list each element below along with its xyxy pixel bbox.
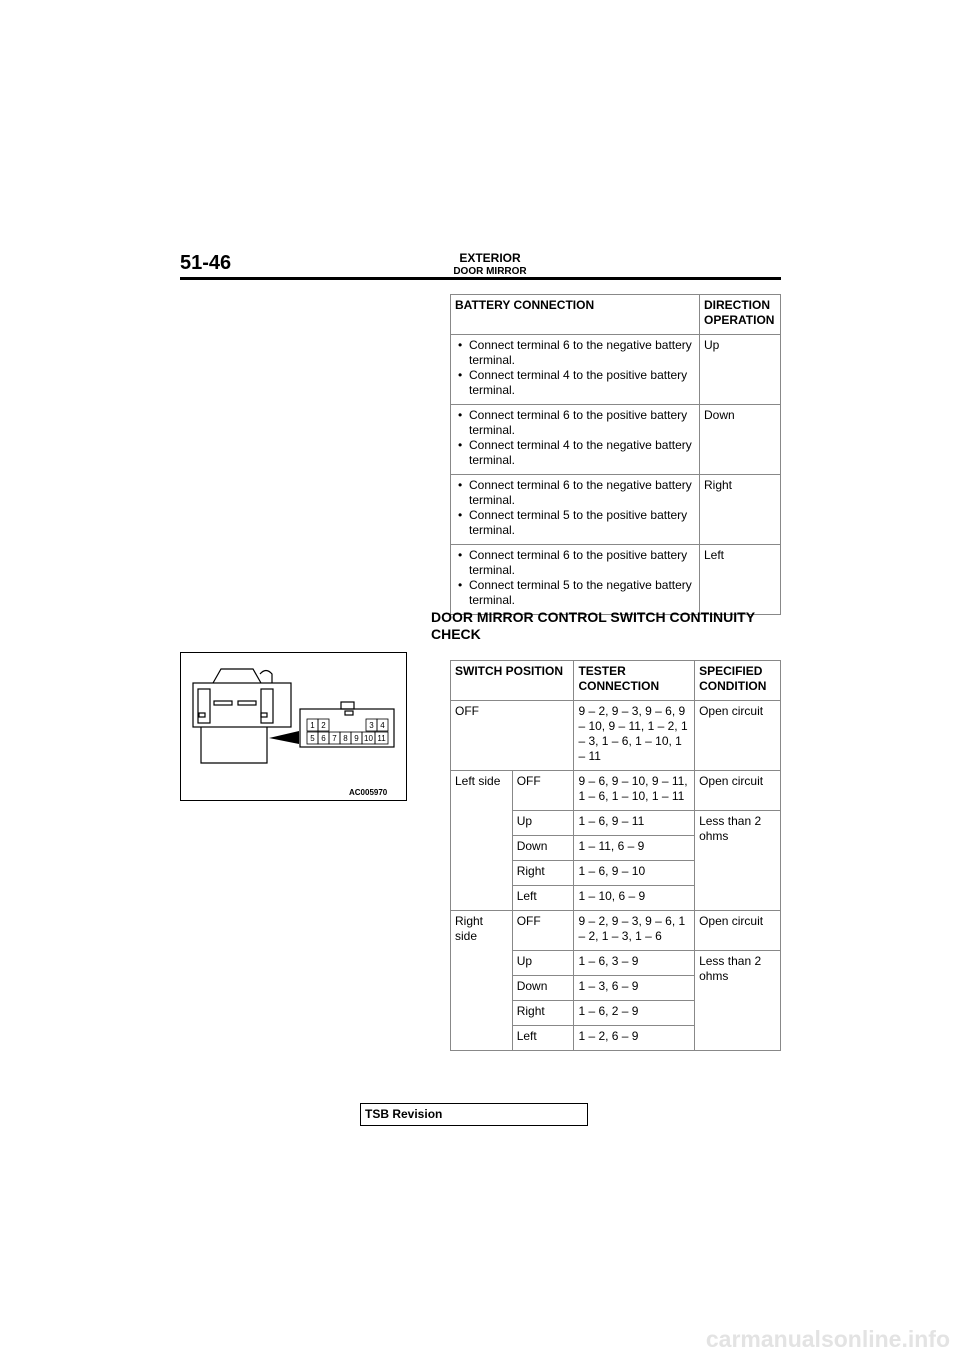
pin-label: 7 [332,734,337,743]
continuity-check-heading: DOOR MIRROR CONTROL SWITCH CONTINUITY CHECK [431,609,755,642]
direction-cell: Left [700,545,781,615]
pin-label: 9 [354,734,359,743]
table-header-row [451,661,781,701]
switch-position-header: SWITCH POSITION [451,661,574,701]
condition-cell: Open circuit [695,701,781,771]
pin-label: 8 [343,734,348,743]
pin-label: 3 [369,721,374,730]
section-title: EXTERIOR [459,251,521,265]
header-rule [180,277,781,280]
direction-operation-header: DIRECTION OPERATION [700,295,781,335]
condition-cell: Open circuit [695,911,781,951]
page-number: 51-46 [180,252,232,274]
direction-cell: Right [700,475,781,545]
condition-cell: Open circuit [695,771,781,811]
table-row [451,701,781,771]
switch-connector-illustration [181,653,406,800]
position-cell: Up [512,811,574,836]
connection-cell: 1 – 6, 9 – 10 [574,861,695,886]
list-item: • Connect terminal 6 to the positive battery terminal. [469,548,695,578]
connection-cell: 1 – 6, 3 – 9 [574,951,695,976]
table-row [451,911,781,951]
connection-cell: 1 – 6, 9 – 11 [574,811,695,836]
connection-cell: 1 – 2, 6 – 9 [574,1026,695,1051]
subsection-title: DOOR MIRROR [453,266,527,277]
condition-cell: Less than 2 ohms [695,951,781,1051]
pin-label: 4 [380,721,385,730]
position-cell: Left [512,886,574,911]
battery-connection-table [450,294,781,615]
table-row [451,771,781,811]
table-header-row [451,295,781,335]
connection-cell: 1 – 3, 6 – 9 [574,976,695,1001]
table-row [451,335,781,405]
pin-label: 10 [364,734,373,743]
condition-cell: Less than 2 ohms [695,811,781,911]
tsb-revision-label: TSB Revision [365,1107,443,1121]
position-cell: Up [512,951,574,976]
figure-caption: AC005970 [349,788,388,797]
side-cell: Left side [451,771,513,911]
direction-cell: Up [700,335,781,405]
pin-label: 1 [310,721,315,730]
position-cell: OFF [512,771,574,811]
direction-cell: Down [700,405,781,475]
position-cell: Down [512,836,574,861]
connection-cell: 9 – 2, 9 – 3, 9 – 6, 9 – 10, 9 – 11, 1 – 2, 1 – 3, 1 – 6, 1 – 10, 1 – 11 [574,701,695,771]
pin-label: 11 [377,734,386,743]
connection-cell: 1 – 11, 6 – 9 [574,836,695,861]
pin-label: 6 [321,734,326,743]
side-cell: Right side [451,911,513,1051]
list-item: • Connect terminal 4 to the positive battery terminal. [469,368,695,398]
pin-label: 2 [321,721,326,730]
connection-cell: 9 – 6, 9 – 10, 9 – 11, 1 – 6, 1 – 10, 1 – 11 [574,771,695,811]
battery-connection-header: BATTERY CONNECTION [451,295,700,335]
continuity-table [450,660,781,1051]
switch-connector-figure [180,652,407,801]
connection-cell: 1 – 10, 6 – 9 [574,886,695,911]
position-cell: OFF [451,701,574,771]
position-cell: Down [512,976,574,1001]
list-item: • Connect terminal 6 to the negative battery terminal. [469,478,695,508]
list-item: • Connect terminal 5 to the positive battery terminal. [469,508,695,538]
position-cell: OFF [512,911,574,951]
connection-cell: 1 – 6, 2 – 9 [574,1001,695,1026]
table-row [451,475,781,545]
watermark: carmanualsonline.info [705,1326,950,1352]
table-row [451,405,781,475]
position-cell: Right [512,1001,574,1026]
list-item: • Connect terminal 6 to the positive battery terminal. [469,408,695,438]
tsb-revision-box [360,1103,588,1126]
list-item: • Connect terminal 6 to the negative battery terminal. [469,338,695,368]
list-item: • Connect terminal 5 to the negative battery terminal. [469,578,695,608]
tester-connection-header: TESTER CONNECTION [574,661,695,701]
list-item: • Connect terminal 4 to the negative battery terminal. [469,438,695,468]
position-cell: Right [512,861,574,886]
table-row [451,545,781,615]
position-cell: Left [512,1026,574,1051]
connection-cell: 9 – 2, 9 – 3, 9 – 6, 1 – 2, 1 – 3, 1 – 6 [574,911,695,951]
pin-label: 5 [310,734,315,743]
specified-condition-header: SPECIFIED CONDITION [695,661,781,701]
